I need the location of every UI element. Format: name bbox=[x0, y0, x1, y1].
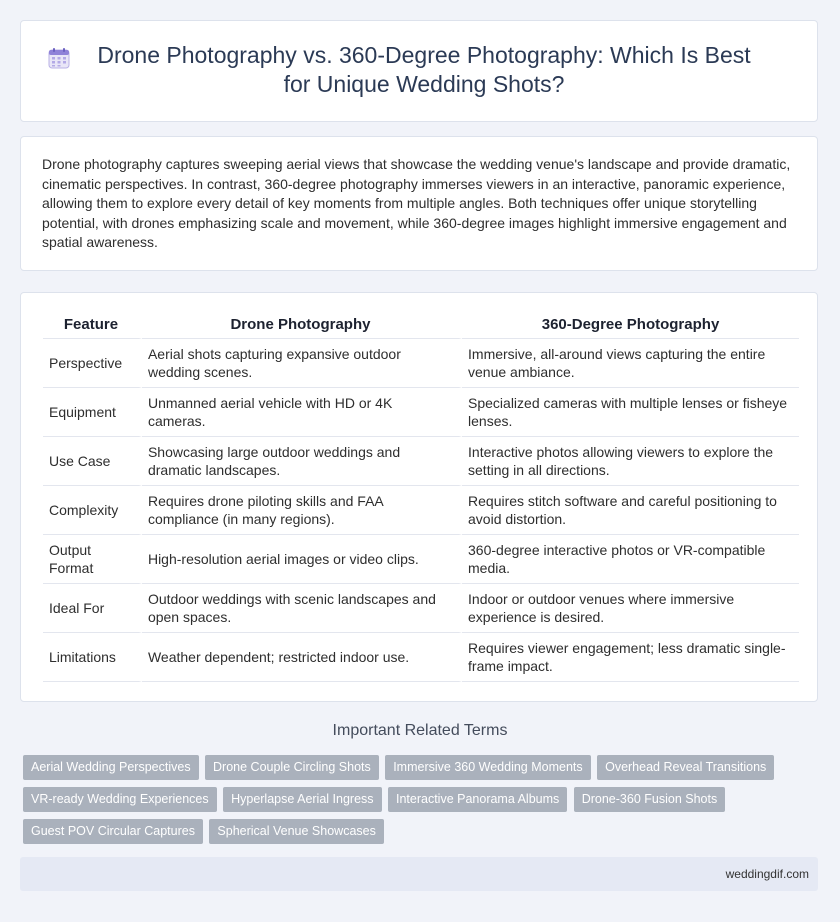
header-feature: Feature bbox=[43, 311, 142, 339]
footer-site-link[interactable]: weddingdif.com bbox=[725, 867, 809, 881]
header-drone: Drone Photography bbox=[142, 311, 462, 339]
table-header-row bbox=[43, 311, 799, 339]
drone-cell: Outdoor weddings with scenic landscapes and open spaces. bbox=[142, 584, 462, 633]
related-term-tag[interactable]: Interactive Panorama Albums bbox=[388, 787, 567, 812]
footer bbox=[20, 857, 818, 891]
feature-cell: Equipment bbox=[43, 388, 142, 437]
drone-cell: High-resolution aerial images or video clips. bbox=[142, 535, 462, 584]
360-cell: Interactive photos allowing viewers to explore the setting in all directions. bbox=[462, 437, 799, 486]
360-cell: Immersive, all-around views capturing the entire venue ambiance. bbox=[462, 339, 799, 388]
drone-cell: Requires drone piloting skills and FAA compliance (in many regions). bbox=[142, 486, 462, 535]
page-title: Drone Photography vs. 360-Degree Photography: Which Is Best for Unique Wedding Shots? bbox=[97, 42, 751, 97]
table-row bbox=[43, 633, 799, 682]
intro-card bbox=[20, 136, 818, 271]
drone-cell: Aerial shots capturing expansive outdoor wedding scenes. bbox=[142, 339, 462, 388]
related-term-tag[interactable]: Aerial Wedding Perspectives bbox=[23, 755, 199, 780]
related-terms-title: Important Related Terms bbox=[332, 722, 508, 739]
table-row bbox=[43, 339, 799, 388]
related-terms-list bbox=[23, 755, 813, 851]
drone-cell: Unmanned aerial vehicle with HD or 4K cameras. bbox=[142, 388, 462, 437]
360-cell: Requires viewer engagement; less dramatic single-frame impact. bbox=[462, 633, 799, 682]
feature-cell: Output Format bbox=[43, 535, 142, 584]
related-term-tag[interactable]: Spherical Venue Showcases bbox=[209, 819, 383, 844]
header-card bbox=[20, 20, 818, 122]
feature-cell: Ideal For bbox=[43, 584, 142, 633]
table-row bbox=[43, 486, 799, 535]
360-cell: 360-degree interactive photos or VR-compatible media. bbox=[462, 535, 799, 584]
feature-cell: Limitations bbox=[43, 633, 142, 682]
feature-cell: Complexity bbox=[43, 486, 142, 535]
table-row bbox=[43, 584, 799, 633]
feature-cell: Perspective bbox=[43, 339, 142, 388]
related-term-tag[interactable]: Guest POV Circular Captures bbox=[23, 819, 203, 844]
related-term-tag[interactable]: VR-ready Wedding Experiences bbox=[23, 787, 217, 812]
related-term-tag[interactable]: Immersive 360 Wedding Moments bbox=[385, 755, 590, 780]
comparison-table bbox=[43, 311, 799, 682]
comparison-card bbox=[20, 292, 818, 702]
related-term-tag[interactable]: Hyperlapse Aerial Ingress bbox=[223, 787, 381, 812]
related-term-tag[interactable]: Overhead Reveal Transitions bbox=[597, 755, 774, 780]
header-360: 360-Degree Photography bbox=[462, 311, 799, 339]
table-row bbox=[43, 437, 799, 486]
360-cell: Specialized cameras with multiple lenses or fisheye lenses. bbox=[462, 388, 799, 437]
related-term-tag[interactable]: Drone-360 Fusion Shots bbox=[574, 787, 726, 812]
related-term-tag[interactable]: Drone Couple Circling Shots bbox=[205, 755, 379, 780]
table-row bbox=[43, 388, 799, 437]
360-cell: Indoor or outdoor venues where immersive experience is desired. bbox=[462, 584, 799, 633]
drone-cell: Weather dependent; restricted indoor use. bbox=[142, 633, 462, 682]
drone-cell: Showcasing large outdoor weddings and dramatic landscapes. bbox=[142, 437, 462, 486]
table-row bbox=[43, 535, 799, 584]
feature-cell: Use Case bbox=[43, 437, 142, 486]
intro-paragraph: Drone photography captures sweeping aerial views that showcase the wedding venue's landscape and provide dramatic, cinematic perspectives. In contrast, 360-degree photography immerses viewers in an interactive, panoramic experience, allowing them to explore every detail of key moments from multiple angles. Both techniques offer unique storytelling potential, with drones emphasizing scale and movement, while 360-degree images highlight immersive engagement and spatial awareness. bbox=[42, 156, 791, 250]
360-cell: Requires stitch software and careful positioning to avoid distortion. bbox=[462, 486, 799, 535]
